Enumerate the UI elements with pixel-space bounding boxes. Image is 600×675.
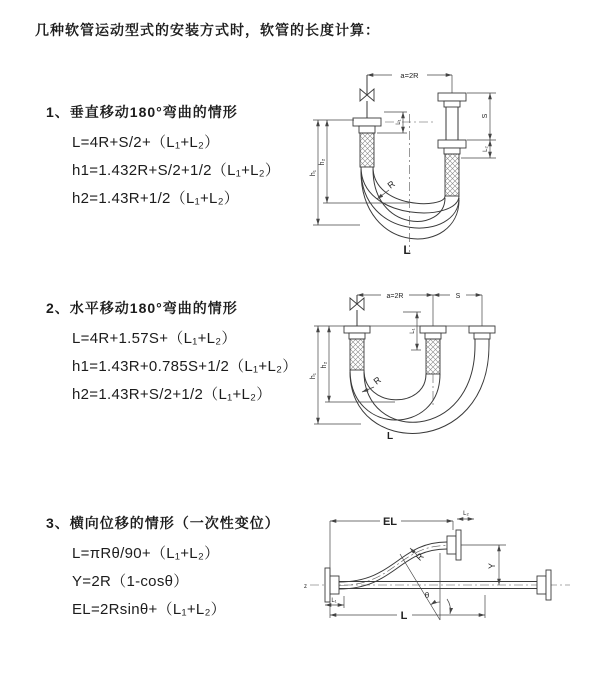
formula-h2: h2=1.43R+S/2+1/2（L₁+L₂） [72,386,272,403]
section-1 [46,102,280,213]
section-2 [46,298,298,409]
diagram-vertical-180-bend [300,66,590,261]
section-3-heading: 3、横向位移的情形（一次性变位） [46,515,280,531]
formula-h1: h1=1.432R+S/2+1/2（L₁+L₂） [72,162,281,179]
flange [420,326,446,333]
flange [546,570,551,600]
dimension-l1 [403,312,421,350]
formula-h1: h1=1.43R+0.785S+1/2（L₁+L₂） [72,358,298,375]
dim-label-h2: h₂ [321,361,328,369]
flange [438,93,466,101]
flange-hub [537,576,546,594]
dimension-y [461,545,506,585]
dim-label-l-total: L [400,610,408,622]
flange-hub [447,536,456,554]
centerlines [304,546,570,591]
flange-hub [425,333,441,339]
dim-label-r: R [385,178,397,191]
dim-label-s: S [482,113,489,119]
dimension-a2r [367,71,452,80]
left-pipe-with-valve [353,75,381,167]
dim-label-l1: L₁ [331,598,337,604]
formula-l: L=4R+S/2+（L₁+L₂） [72,134,220,151]
formula-el: EL=2Rsinθ+（L₁+L₂） [72,601,226,618]
flange-hub [444,148,460,154]
displaced-hose [339,530,461,589]
flange-hub [330,576,339,594]
flange-hub [474,333,490,339]
dim-label-l1: L₁ [410,328,416,334]
diagram-lateral-displacement [300,498,600,650]
hose-u-bends [350,345,489,433]
dim-label-el: EL [382,516,398,528]
flange [344,326,370,333]
braided-hose-end [360,133,374,167]
dim-label-l-total: L [403,243,411,257]
dim-label-s: S [455,293,461,300]
dimension-h1-h2 [310,120,409,225]
braided-hose-end [350,339,364,370]
right-pipe [438,75,466,196]
dim-label-l2: L₂ [483,146,489,152]
middle-pipe [420,295,446,407]
braided-hose-end [445,154,459,196]
formula-h2: h2=1.43R+1/2（L₁+L₂） [72,190,240,207]
section-1-heading: 1、垂直移动180°弯曲的情形 [46,104,238,120]
formula-l: L=πRθ/90+（L₁+L₂） [72,545,220,562]
page-title: 几种软管运动型式的安装方式时，软管的长度计算： [35,22,380,38]
dim-label-h2: h₂ [319,158,326,166]
flange [438,140,466,148]
section-3 [46,513,280,624]
dim-label-a2r: a=2R [386,293,404,300]
centerline-mark: z [304,584,307,590]
dim-label-h1: h₁ [310,372,317,380]
dim-label-y: Y [487,562,497,570]
flange [456,530,461,560]
flange-hub [359,126,375,133]
left-pipe-with-valve [344,295,370,370]
dim-label-r: R [371,374,383,387]
radius-callout [410,548,426,563]
dim-label-l2: L₂ [463,511,469,517]
braided-hose-end [426,339,440,374]
dim-label-r: R [414,551,426,563]
dim-label-l1: L₁ [396,119,402,125]
flange-hub [349,333,365,339]
dimension-a2r-s [357,293,482,300]
dimension-l1 [377,112,407,133]
diagram-horizontal-180-bend [303,282,593,457]
formula-y: Y=2R（1-cosθ） [72,573,189,590]
radius-callout [377,178,397,199]
angle-label-theta: θ [424,591,430,600]
dim-label-h1: h₁ [310,169,317,177]
angle-theta [400,553,450,620]
flange-hub [444,101,460,107]
dim-label-l-total: L [386,431,394,442]
flange [469,326,495,333]
flange [325,568,330,602]
section-2-heading: 2、水平移动180°弯曲的情形 [46,300,238,316]
flange [353,118,381,126]
dim-label-a2r: a=2R [400,71,419,80]
dimension-l [330,595,485,622]
formula-l: L=4R+1.57S+（L₁+L₂） [72,330,237,347]
right-pipe [469,295,495,345]
